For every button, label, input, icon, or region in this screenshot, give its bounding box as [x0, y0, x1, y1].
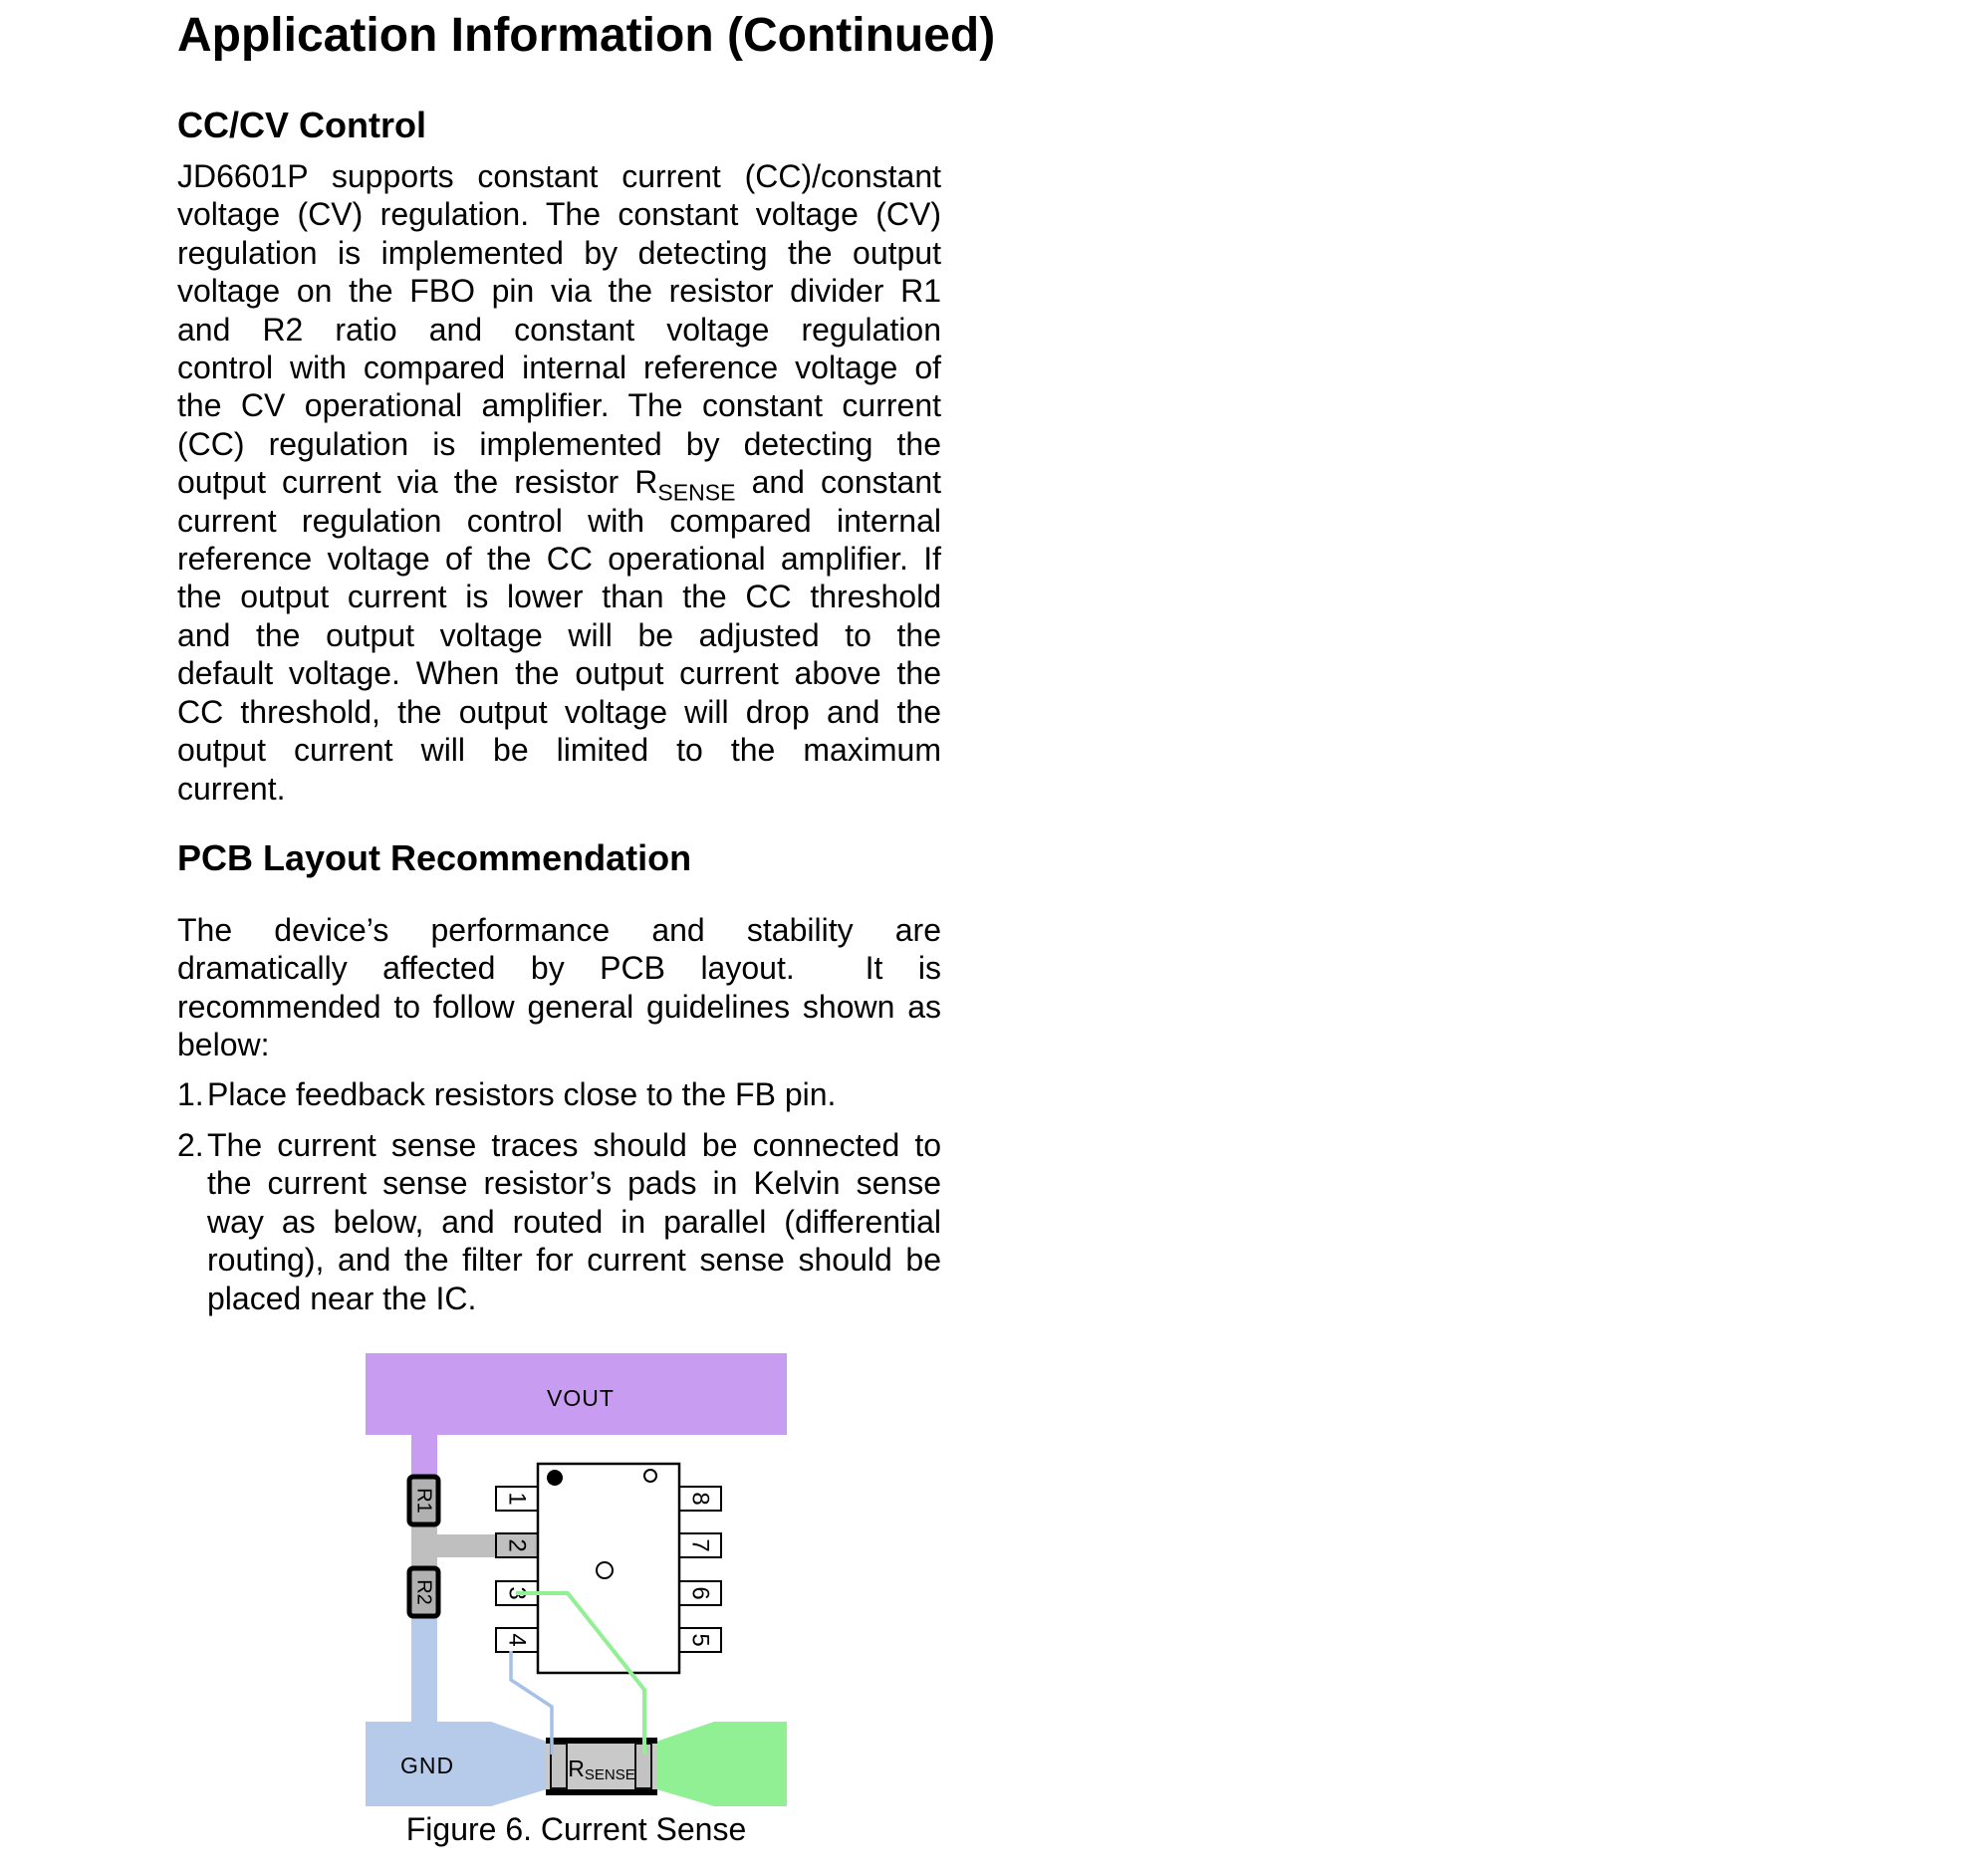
pin-number-6: 6	[686, 1586, 714, 1600]
paragraph-cccv-control	[177, 157, 941, 808]
resistor-r1-label: R1	[412, 1488, 435, 1514]
pin-number-1: 1	[503, 1492, 531, 1506]
text-line: and the output voltage will be adjusted to the	[177, 616, 941, 653]
text-line: The current sense traces should be connected to	[207, 1127, 941, 1163]
section-heading-pcb-layout: PCB Layout Recommendation	[177, 837, 692, 878]
text-line: Place feedback resistors close to the FB pin.	[207, 1076, 837, 1112]
list-item-1	[177, 1075, 941, 1113]
rsense-bottom-terminal	[546, 1789, 657, 1795]
vout-trace	[411, 1434, 437, 1480]
r2-gnd-trace	[411, 1614, 437, 1724]
text-line: current regulation control with compared internal	[177, 502, 941, 539]
list-item-1-text	[207, 1075, 941, 1113]
ic-top-right-hole	[644, 1470, 656, 1482]
text-line: routing), and the filter for current sense should be	[207, 1242, 941, 1279]
gnd-label: GND	[399, 1753, 455, 1778]
text-line: default voltage. When the output current above the	[177, 655, 941, 692]
text-line: voltage on the FBO pin via the resistor divider R1	[177, 273, 941, 310]
text-line: (CC) regulation is implemented by detecting the	[177, 425, 941, 462]
text-line: the output current is lower than the CC threshold	[177, 579, 941, 615]
text-line: current.	[177, 770, 286, 807]
text-line: reference voltage of the CC operational amplifier. If	[177, 541, 941, 578]
text-line: the current sense resistor’s pads in Kelvin sense	[207, 1165, 941, 1202]
text-line: the CV operational amplifier. The constant current	[177, 387, 941, 424]
pin-number-7: 7	[686, 1538, 714, 1552]
text-line: output current via the resistor $R_{SENSE}$ and constant	[177, 464, 942, 506]
ic-center-hole	[597, 1562, 613, 1578]
text-line: regulation is implemented by detecting the output	[177, 234, 941, 271]
rsense-label: $R_{SENSE}$	[568, 1756, 635, 1783]
list-item-2	[177, 1126, 941, 1317]
text-line: The device’s performance and stability are	[177, 912, 941, 948]
text-line: way as below, and routed in parallel (differential	[207, 1203, 941, 1240]
pin-number-3: 3	[503, 1586, 531, 1600]
figure-current-sense	[339, 1344, 807, 1852]
text-line: output current will be limited to the maximum	[177, 732, 941, 769]
page-title: Application Information (Continued)	[177, 9, 996, 62]
figure-caption: Figure 6. Current Sense	[405, 1811, 747, 1847]
output-copper-plane	[653, 1722, 787, 1806]
fbo-trace-to-pin2	[411, 1534, 496, 1557]
text-line: recommended to follow general guidelines shown as	[177, 988, 941, 1025]
text-line: dramatically affected by PCB layout. It is	[177, 950, 941, 987]
text-line: and R2 ratio and constant voltage regulation	[177, 311, 941, 348]
pin-number-5: 5	[686, 1633, 714, 1647]
pin-number-2: 2	[503, 1538, 531, 1552]
section-heading-cccv-control: CC/CV Control	[177, 105, 426, 145]
list-item-1-number: 1.	[177, 1076, 204, 1112]
pin-number-4: 4	[503, 1633, 531, 1647]
text-line: voltage (CV) regulation. The constant voltage (CV)	[177, 196, 941, 233]
vout-label: VOUT	[547, 1385, 615, 1411]
text-line: CC threshold, the output voltage will drop and the	[177, 693, 941, 730]
list-item-2-text	[207, 1126, 941, 1317]
list-item-2-number: 2.	[177, 1127, 204, 1163]
text-line: control with compared internal reference voltage of	[177, 350, 941, 386]
text-line: below:	[177, 1027, 270, 1063]
text-line: placed near the IC.	[207, 1280, 477, 1316]
resistor-r2-label: R2	[412, 1579, 435, 1605]
paragraph-pcb-layout	[177, 911, 941, 1064]
ic-pin1-marker-dot	[547, 1470, 563, 1486]
text-line: JD6601P supports constant current (CC)/constant	[177, 158, 941, 194]
pin-number-8: 8	[686, 1492, 714, 1506]
gnd-copper-plane	[366, 1722, 550, 1806]
